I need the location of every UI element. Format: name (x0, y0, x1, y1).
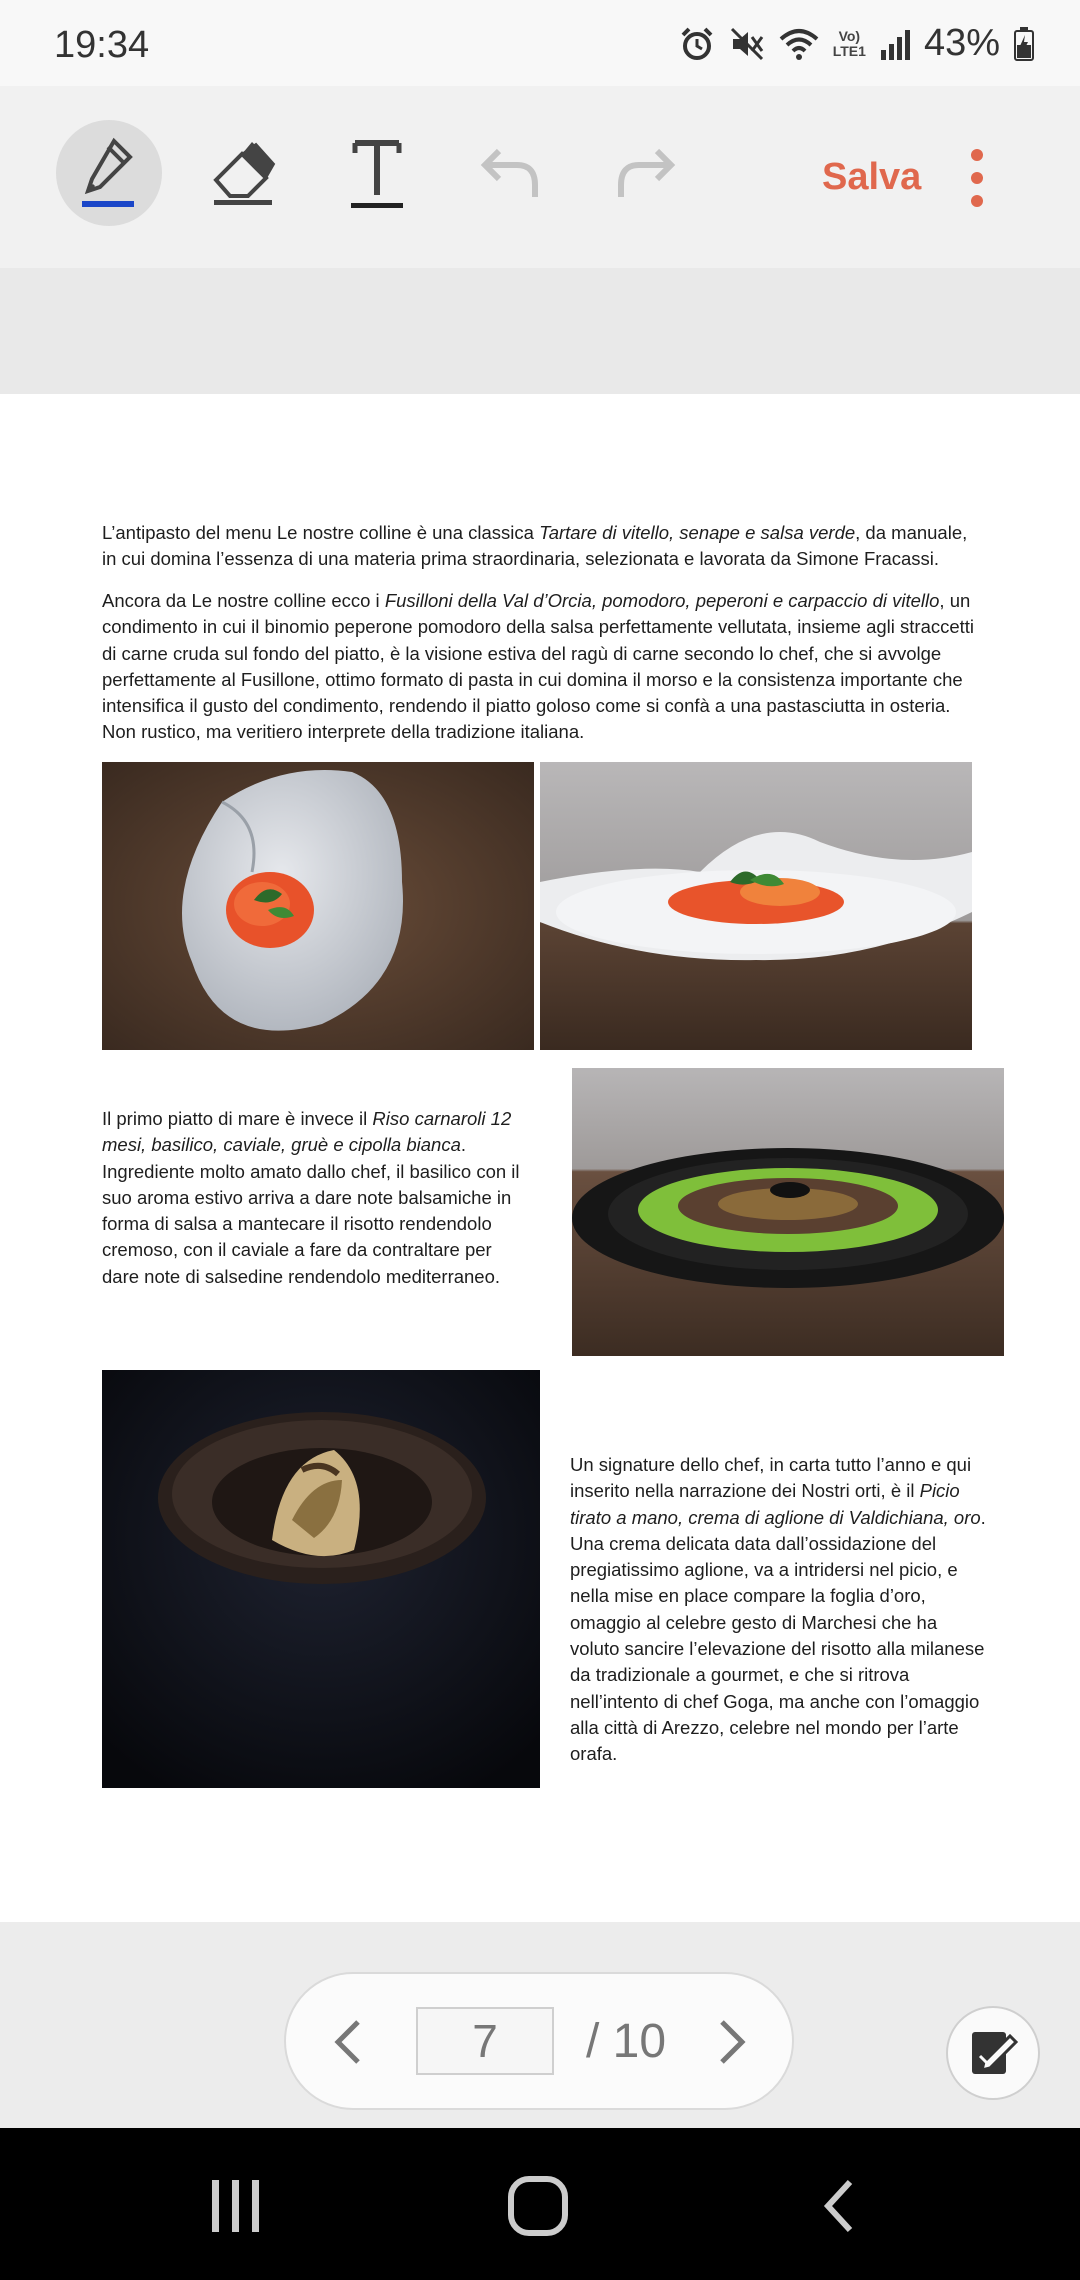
system-navigation-bar (0, 2128, 1080, 2280)
status-icons (679, 22, 1034, 65)
previous-page-button[interactable] (322, 2014, 378, 2070)
volte-lte-icon (833, 29, 866, 59)
signal-icon (880, 28, 910, 60)
home-button[interactable] (498, 2166, 578, 2246)
page-total: / 10 (586, 2015, 667, 2068)
undo-button[interactable] (458, 120, 564, 226)
photo-fusilloni-side (540, 762, 972, 1050)
back-icon (812, 2178, 868, 2234)
save-button[interactable]: Salva (822, 156, 922, 198)
battery-percent: 43% (923, 22, 1000, 64)
chevron-left-icon (322, 2014, 378, 2070)
battery-icon (1014, 27, 1034, 61)
pen-tool-button[interactable] (56, 120, 162, 226)
home-icon (506, 2174, 570, 2238)
next-page-button[interactable] (702, 2014, 758, 2070)
back-button[interactable] (800, 2166, 880, 2246)
page-gap (0, 268, 1080, 394)
recents-button[interactable] (196, 2166, 276, 2246)
paragraph-picio: Un signature dello chef, in carta tutto l’anno e qui inserito nella narrazione dei Nostri orti, è il Picio tirato a mano, crema di aglione di Valdichiana, oro. Una crema delicata data dall’ossidazione del pregiatissimo aglione, va a intridersi nel picio, e nella mise en place compare la foglia d’oro, omaggio al celebre gesto di Marchesi che ha voluto sancire l’elevazione del risotto alla milanese da tradizionale a gourmet, e che si ritrova nell’intento di chef Goga, ma anche con l’omaggio alla città di Arezzo, celebre nel mondo per l’arte orafa. (570, 1454, 986, 1765)
pen-icon (74, 133, 144, 213)
text-icon (345, 133, 409, 213)
recents-icon (208, 2178, 264, 2234)
more-options-button[interactable] (962, 146, 992, 210)
paragraph-riso: Il primo piatto di mare è invece il Riso carnaroli 12 mesi, basilico, caviale, gruè e cipolla bianca. Ingrediente molto amato dallo chef, il basilico con il suo aroma estivo arriva a dare note balsamiche in forma di salsa a mantecare il risotto rendendolo cremoso, con il caviale a fare da contraltare per dare note di salsedine rendendolo mediterraneo. (102, 1108, 520, 1287)
redo-button[interactable] (592, 120, 698, 226)
status-bar (0, 0, 1080, 86)
status-time: 19:34 (54, 24, 150, 66)
volte-label: Vo) (838, 27, 861, 44)
undo-icon (479, 143, 543, 203)
mute-icon (729, 26, 765, 62)
alarm-icon (679, 26, 715, 62)
annotation-toolbar (0, 86, 1080, 268)
wifi-icon (779, 27, 819, 61)
chevron-right-icon (702, 2014, 758, 2070)
more-vertical-icon (962, 146, 992, 210)
paragraph-antipasto: L’antipasto del menu Le nostre colline è una classica Tartare di vitello, senape e salsa verde, da manuale, in cui domina l’essenza di una materia prima straordinaria, selezionata e lavorata da Simone Fracassi. (102, 522, 968, 570)
edit-document-icon (966, 2026, 1020, 2080)
photo-risotto (572, 1068, 1004, 1356)
eraser-icon (208, 138, 278, 208)
document-page[interactable] (0, 394, 1080, 1922)
lte-label: LTE1 (832, 42, 866, 59)
bottom-controls (0, 1922, 1080, 2128)
eraser-tool-button[interactable] (190, 120, 296, 226)
redo-icon (613, 143, 677, 203)
photo-fusilloni-top (102, 762, 534, 1050)
page-number-input[interactable]: 7 (416, 2007, 554, 2075)
photo-picio (102, 1370, 540, 1788)
paragraph-fusilloni: Ancora da Le nostre colline ecco i Fusilloni della Val d’Orcia, pomodoro, peperoni e carpaccio di vitello, un condimento in cui il binomio peperone pomodoro della salsa perfettamente vellutata, insieme agli straccetti di carne cruda sul fondo del piatto, è la visione estiva del ragù di carne secondo lo chef, che si avvolge perfettamente al Fusillone, ottimo formato di pasta in cui domina il morso e la consistenza importante che intensifica il gusto del condimento, rendendo il piatto goloso come si confà a una pastasciutta in osteria. Non rustico, ma veritiero interprete della tradizione italiana. (102, 590, 975, 743)
text-tool-button[interactable] (324, 120, 430, 226)
page-navigator (284, 1972, 794, 2110)
edit-button[interactable] (946, 2006, 1040, 2100)
